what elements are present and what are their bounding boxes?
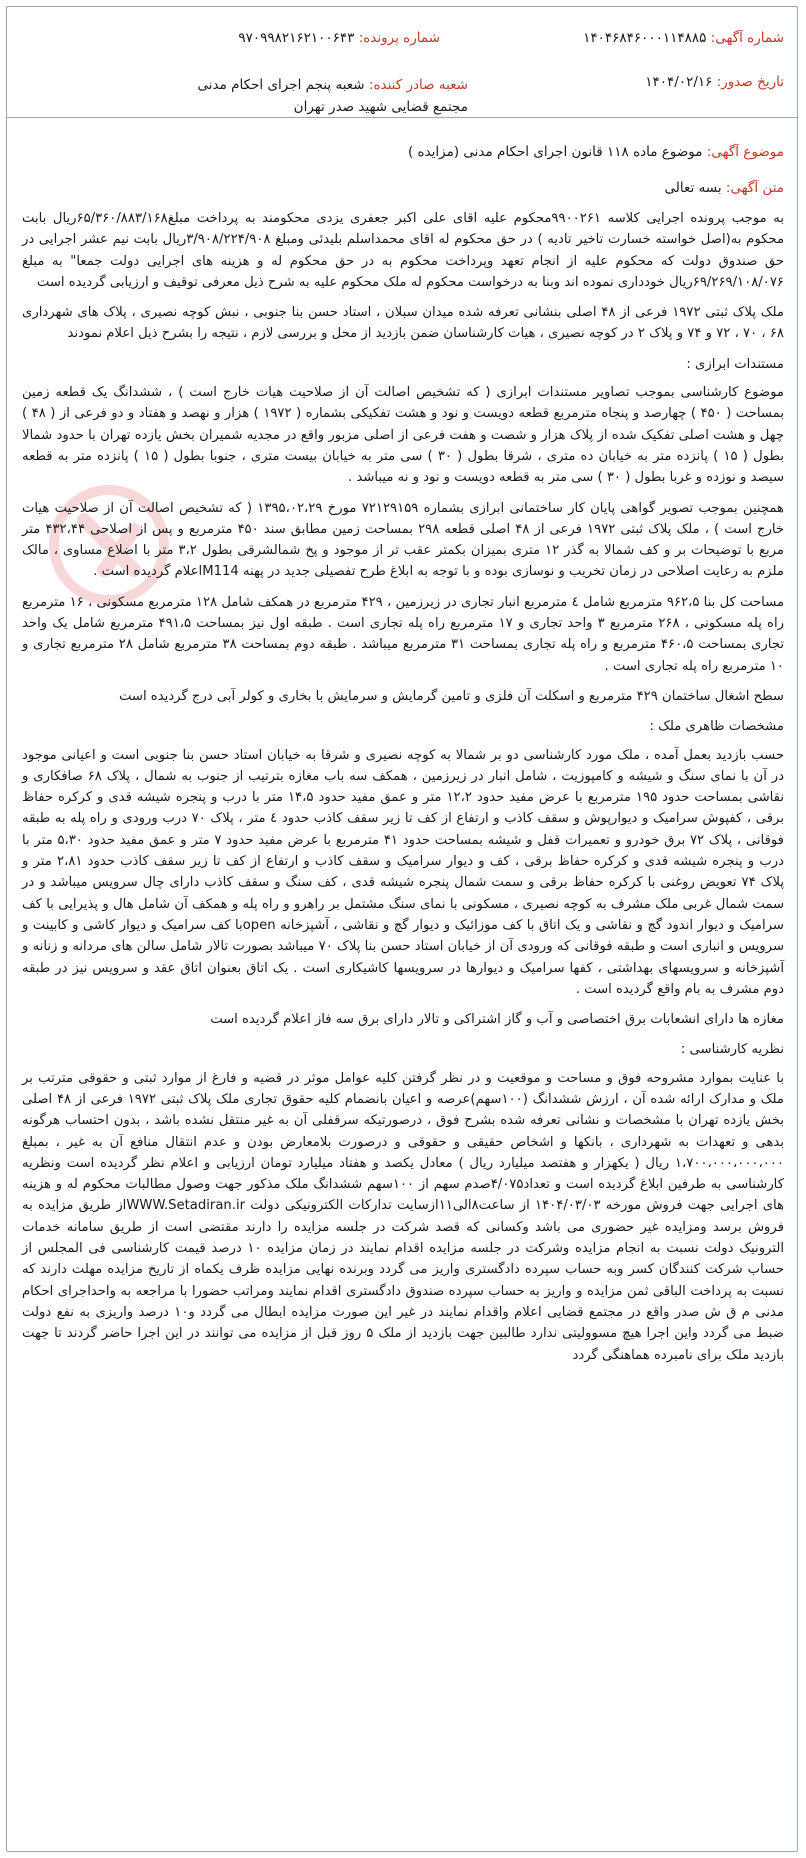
notice-subject [408,144,784,160]
section-heading: نظریه کارشناسی : [680,1042,784,1058]
case-number [238,30,440,46]
subject-value: موضوع ماده ۱۱۸ قانون اجرای احکام مدنی (مزایده ) [407,144,703,160]
body-paragraph: مساحت کل بنا ۹۶۲،۵ مترمربع شامل ٤ مترمربع انبار تجاری در زیرزمین ، ۴۲۹ مترمربع در همکف شامل ۱۲۸ مترمربع مسکونی ، ۱۶ مترمربع راه پله مسکونی ، ۲۶۸ مترمربع ۳ واحد تجاری و ۱۷ مترمربع راه پله تجاری است . طبقه اول نیز بمساحت ۴۹۱،۵ مترمربع شامل یک واحد تجاری بمساحت ۴۶۰،۵ مترمربع و راه پله تجاری بمساحت ۳۱ مترمربع میباشد . طبقه دوم بمساحت ۳۸ مترمربع شامل ۲۸ مترمربع تجاری و ۱۰ مترمربع راه پله تجاری است . [22,594,785,674]
body-paragraph: حسب بازدید بعمل آمده ، ملک مورد کارشناسی دو بر شمالا به کوچه نصیری و شرقا به خیابان استاد حسن بنا جنوبی است و اعیانی موجود در آن با نمای سنگ و شیشه و کامپوزیت ، شامل انبار در زیرزمین ، همکف سه باب مغازه بترتیب از جنوب به شمال ، پلاک ۶۸ صافکاری و نقاشی بمساحت حدود ۱۹۵ مترمربع با عرض مفید حدود ۱۲،۲ متر و عمق مفید حدود ۱۴،۵ متر با درب و پنجره شیشه قدی و کرکره حفاظ برقی ، کفپوش سرامیک و دیوارپوش و سقف کاذب و ارتفاع از کف تا زیر سقف کاذب حدود ٤ متر ، پلاک ۷۰ درب ورودی و راه پله به طبقه فوقانی ، پلاک ۷۲ برق خودرو و تعمیرات قفل و شیشه بمساحت حدود ۴۱ مترمربع با عرض مفید حدود ۷ متر و عمق مفید حدود ۵،۳۰ متر با درب و پنجره شیشه قدی و کرکره حفاظ برقی ، کف و دیوار سرامیک و سقف کاذب و ارتفاع از کف تا زیر سقف کاذب حدود ۲،۸۱ متر و پلاک ۷۴ تعویض روغنی با کرکره حفاظ برقی و سمت شمال پنجره شیشه قدی ، کف سنگ و سقف کاذب دارای چال سرویس میباشد و در سمت شمال غربی ملک مشرف به کوچه نصیری ، مسکونی با نمای سنگ مشتمل بر راهرو و راه پله و همکف آن شامل هال و پذیرایی با کف سرامیک و دیوار اندود گچ و نقاشی و یک اتاق با کف موزائیک و دیوار گچ و نقاشی ، آشپزخانه openبا کف سرامیک و دیوار کاشی و کابینت و سرویس و انباری است و طبقه فوقانی که ورودی آن از خیابان استاد حسن بنا پلاک ۷۰ میباشد بصورت تالار شامل سالن های مردانه و زنانه و آشپزخانه و سرویسهای بهداشتی ، کفها سرامیک و دیوارها در سرویسها کاشیکاری است . یک اتاق بعنوان اتاق عقد و سرویس نیز در طبقه دوم مشرف به بام واقع گردیده است . [22,747,784,997]
ad-number [583,30,784,46]
body-paragraph: سطح اشغال ساختمان ۴۲۹ مترمربع و اسکلت آن فلزی و تامین گرمایش و سرمایش با بخاری و کولر آبی درج گردیده است [118,688,784,704]
notice-text-header [665,180,784,196]
text-invocation: بسه تعالی [664,180,722,196]
body-paragraph: ملک پلاک ثبتی ۱۹۷۲ فرعی از ۴۸ اصلی بنشانی تعرفه شده میدان سبلان ، استاد حسن بنا جنوبی ، نبش کوچه نصیری ، پلاک های شهرداری ۶۸ ، ۷۰ ، ۷۲ و ۷۴ و پلاک ۲ در کوچه نصیری ، هیات کارشناسان ضمن بازدید از محل و بررسی لازم ، نتیجه را بشرح ذیل اعلام نمودند [22,305,784,342]
issuer-value: شعبه پنجم اجرای احکام مدنی مجتمع قضایی شهید صدر تهران [197,77,468,115]
issue-date [645,74,784,90]
subject-label: موضوع آگهی: [706,144,784,160]
body-paragraph: با عنایت بموارد مشروحه فوق و مساحت و موقعیت و در نظر گرفتن کلیه عوامل موثر در قضیه و فارغ از موارد ثبتی و حقوقی مترتب بر ملک و مدارک ارائه شده آن ، ارزش ششدانگ (۱۰۰سهم)عرصه و اعیان بانضمام کلیه حقوق تجاری ملک پلاک ثبتی ۱۹۷۲ فرعی از ۴۸ اصلی بخش یازده تهران با مشخصات و نشانی تعرفه شده بشرح فوق ، درصورتیکه سرقفلی آن به غیر منتقل نشده باشد ، بدون احتساب هرگونه بدهی و تعهدات به شهرداری ، بانکها و اشخاص حقیقی و حقوقی و درصورت بلامعارض بودن و عدم انتقال منافع آن به غیر ، بمبلغ ۱،۷۰۰،۰۰۰،۰۰۰،۰۰۰ ریال ( یکهزار و هفتصد میلیارد ریال ) معادل یکصد و هفتاد میلیارد تومان ارزیابی و اعلام نظر گردیده است ونظریه کارشناسی به طرفین ابلاغ گردیده است و تعداد۴/۰۷۵صدم سهم از ۱۰۰سهم ششدانگ ملک مذکور جهت وصول مطالبات محکوم له و هزینه های اجرایی جهت فروش مورخه ۱۴۰۴/۰۳/۰۳ از ساعت۸الی۱۱ازسایت تدارکات الکترونیکی دولت WWW.Setadiran.irاز طریق مزایده به فروش برسد ومزایده غیر حضوری می باشد وکسانی که قصد شرکت در جلسه مزایده را دارند مقتضی است از طریق سامانه خدمات الترونیک دولت نسبت به انجام مزایده وشرکت در جلسه مزایده اقدام نمایند در زمان مزایده ۱۰ درصد قیمت کارشناسی فی المجلس از حساب شرکت کنندگان کسر وبه حساب سپرده دادگستری واریز می گردد وبرنده نهایی مزایده ظرف یکماه از تاریخ مزایده مهلت دارند که نسبت به پرداخت الباقی ثمن مزایده و واریز به حساب سپرده صندوق دادگستری اقدام نمایند ومراتب حضورا با مراجعه به واحداجرای احکام مدنی م ق ش صدر واقع در مجتمع قضایی اعلام واقدام نمایند در غیر این صورت مزایده ابطال می گردد و۱۰ درصد واریزی به نفع دولت ضبط می گردد واین اجرا هیچ مسوولیتی ندارد طالبین جهت بازدید از ملک ۵ روز قبل از مزایده می توانند در این اجرا حاضر گردند تا جهت بازدید ملک برای نامبرده هماهنگی گردد [22,1070,785,1363]
body-paragraph: موضوع کارشناسی بموجب تصاویر مستندات ابرازی ( که تشخیص اصالت آن از صلاحیت هیات خارج است ) ، ششدانگ یک قطعه زمین بمساحت ( ۴۵۰ ) چهارصد و پنجاه مترمربع قطعه دویست و نود و هشت تفکیکی بشماره ( ۱۹۷۲ ) هزار و نهصد و هفتاد و دو فرعی از ( ۴۸ ) چهل و هشت اصلی تفکیک شده از پلاک هزار و شصت و هفت فرعی از اصلی مزبور واقع در مجدیه شمیران بخش یازده تهران با حدود شمالا بطول ( ۱۵ ) پانزده متر به خیابان ده متری ، شرقا بطول ( ۳۰ ) سی متر به خیابان بیست متری ، جنوبا بطول ( ۱۵ ) پانزده متر به قطعه سیصد و نوزده و غربا بطول ( ۳۰ ) سی متر به قطعه دویست و نود و نه میباشد . [22,385,784,486]
issuer-label: شعبه صادر کننده: [368,77,468,93]
text-label: متن آگهی: [725,180,784,196]
ad-number-label: شماره آگهی: [710,30,784,46]
body-paragraph: همچنین بموجب تصویر گواهی پایان کار ساختمانی ابرازی بشماره ۷۲۱۲۹۱۵۹ مورخ ۱۳۹۵،۰۲،۲۹ ( که تشخیص اصالت آن از صلاحیت هیات خارج است ) ، ملک پلاک ثبتی ۱۹۷۲ فرعی از ۴۸ اصلی قطعه ۲۹۸ بمساحت زمین مطابق سند ۴۵۰ مترمربع و پس از اصلاحی ۴۳۲،۴۴ متر مربع با توضیحات بر و کف شمالا به گذر ۱۲ متری بمیزان بکمتر عقب تر از موجود و پخ شمالشرقی بطول ۳،۲ متر با اضلاع مساوی ، مالک ملزم به رعایت اصلاحی در زمان تخریب و نوسازی بوده و با توجه به ابلاغ طرح تفصیلی جدید در پهنه M114اعلام گردیده است . [22,500,785,580]
section-heading: مستندات ابرازی : [686,356,784,372]
issue-date-label: تاریخ صدور: [716,74,784,90]
issue-date-value: ۱۴۰۴/۰۲/۱۶ [645,74,713,90]
issuer [168,74,468,118]
ad-number-value: ۱۴۰۴۶۸۴۶۰۰۰۱۱۴۸۸۵ [583,30,707,46]
section-heading: مشخصات ظاهری ملک : [649,719,784,735]
body-paragraph: به موجب پرونده اجرایی کلاسه ۹۹۰۰۲۶۱محکوم علیه اقای علی اکبر جعفری یزدی محکومند به پرداخت مبلغ۶۵/۳۶۰/۸۸۳/۱۶۸ریال بابت محکوم به(اصل خواسته خسارت تاخیر تادیه ) در حق محکوم له اقای محمداسلم بلیدئی ومبلغ ۳/۹۰۸/۲۲۴/۹۰۸ریال بابت نیم عشر اجرایی در حق صندوق دولت که محکوم علیه از انجام تعهد وپرداخت محکوم به در حق محکوم له و هزینه های اجرایی دولت جمعا" به مبلغ ۶۹/۲۶۹/۱۰۸/۰۷۶ریال خودداری نموده اند وبنا به درخواست محکوم له ملک محکوم علیه به شرح ذیل معرفی توقیف و ارزیابی گردیده است [22,211,785,290]
body-paragraph: مغازه ها دارای انشعابات برق اختصاصی و آب و گاز اشتراکی و تالار دارای برق سه فاز اعلام گردیده است [210,1012,784,1028]
case-number-label: شماره پرونده: [358,30,440,46]
notice-body [22,208,784,1375]
case-number-value: ۹۷۰۹۹۸۲۱۶۲۱۰۰۶۴۳ [238,30,355,46]
